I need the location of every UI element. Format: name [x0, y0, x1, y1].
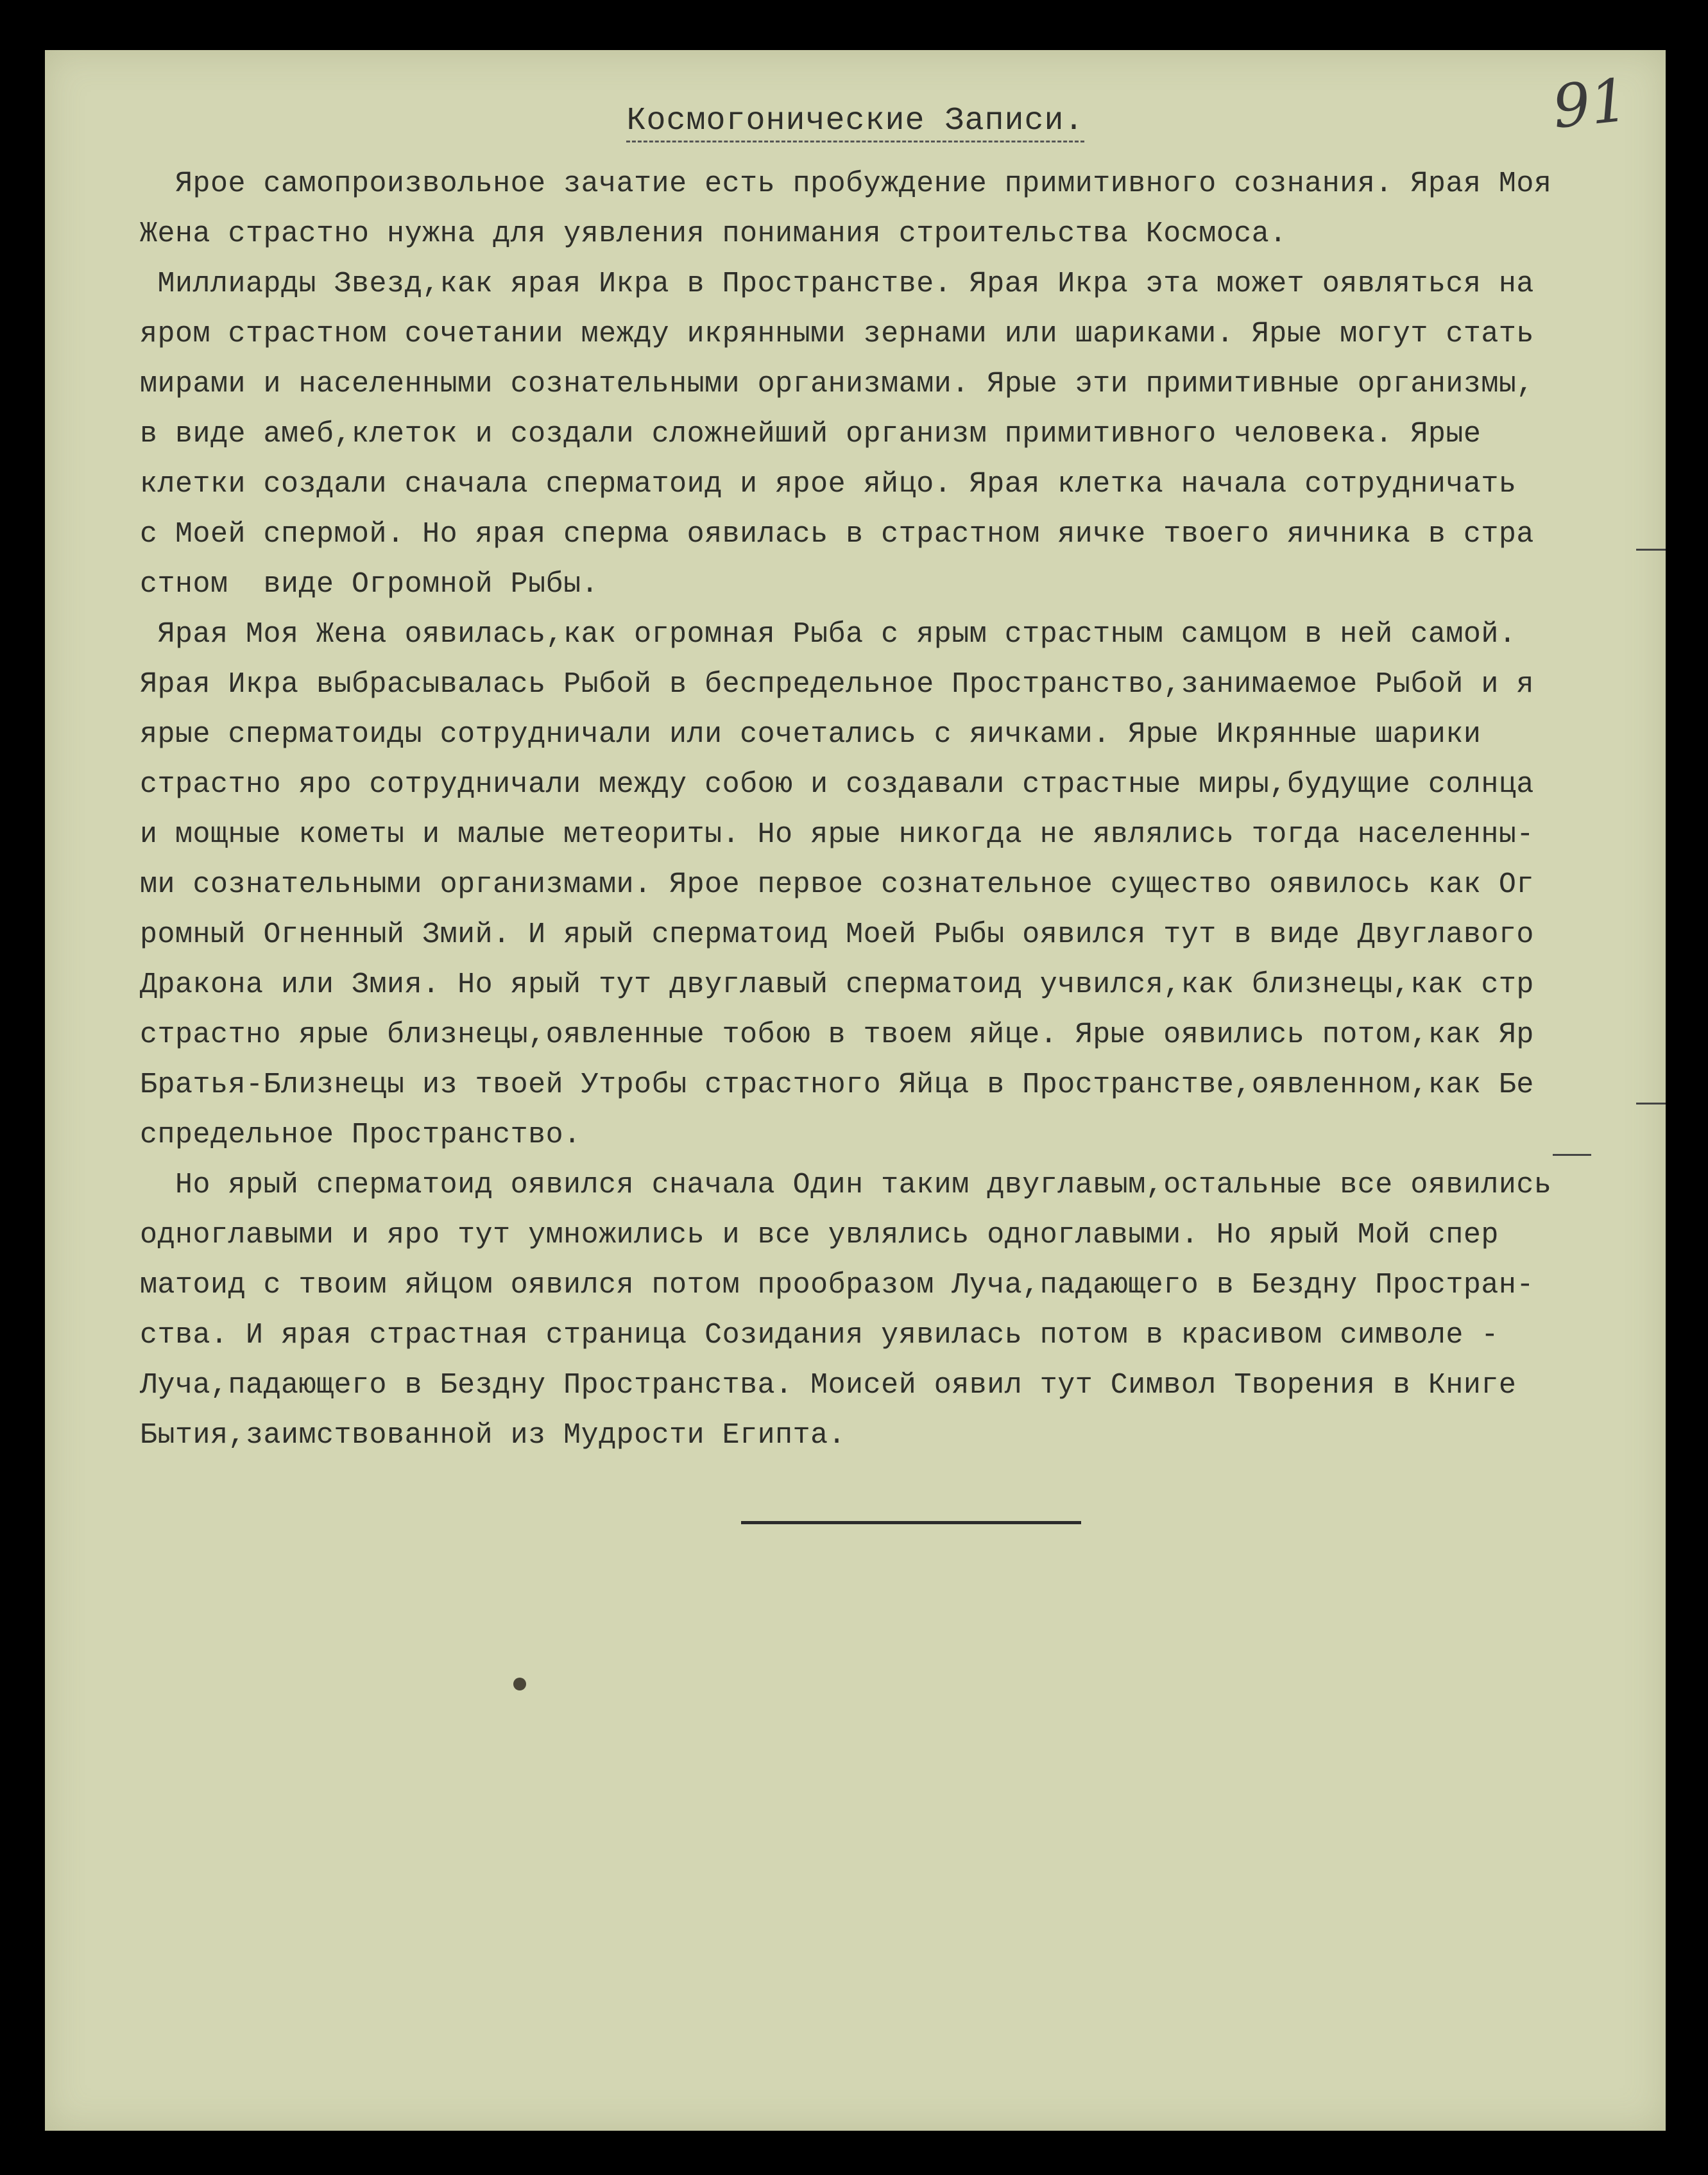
text-line: ярые сперматоиды сотрудничали или сочетались с яичками. Ярые Икрянные шарики [140, 718, 1482, 751]
text-line: Жена страстно нужна для уявления понимания строительства Космоса. [140, 218, 1287, 250]
text-line: Но ярый сперматоид оявился сначала Один таким двуглавым,остальные все оявились [140, 1169, 1552, 1201]
text-line: одноглавыми и яро тут умножились и все увлялись одноглавыми. Но ярый Мой спер [140, 1219, 1499, 1251]
ink-speck [513, 1678, 526, 1690]
margin-mark [1636, 549, 1666, 551]
text-line: Ярая Икра выбрасывалась Рыбой в беспредельное Пространство,занимаемое Рыбой и я [140, 668, 1534, 701]
document-page [45, 50, 1666, 2131]
text-line: стном виде Огромной Рыбы. [140, 568, 599, 601]
text-line: клетки создали сначала сперматоид и ярое яйцо. Ярая клетка начала сотрудничать [140, 468, 1517, 501]
text-line: матоид с твоим яйцом оявился потом прообразом Луча,падающего в Бездну Простран- [140, 1269, 1534, 1302]
margin-mark [1553, 1154, 1591, 1156]
text-line: ства. И ярая страстная страница Созидания уявилась потом в красивом символе - [140, 1319, 1499, 1352]
text-line: страстно яро сотрудничали между собою и создавали страстные миры,будущие солнца [140, 768, 1534, 801]
text-line: яром страстном сочетании между икрянными зернами или шариками. Ярые могут стать [140, 318, 1534, 350]
document-body [140, 159, 1680, 1461]
document-title [45, 103, 1666, 142]
text-line: Миллиарды Звезд,как ярая Икра в Пространстве. Ярая Икра эта может оявляться на [140, 268, 1534, 300]
text-line: Ярая Моя Жена оявилась,как огромная Рыба с ярым страстным самцом в ней самой. [140, 618, 1517, 651]
text-line: Ярое самопроизвольное зачатие есть пробуждение примитивного сознания. Ярая Моя [140, 168, 1552, 200]
text-line: в виде амеб,клеток и создали сложнейший организм примитивного человека. Ярые [140, 418, 1482, 451]
text-line: Луча,падающего в Бездну Пространства. Моисей оявил тут Символ Творения в Книге [140, 1369, 1517, 1402]
text-line: Дракона или Змия. Но ярый тут двуглавый сперматоид учвился,как близнецы,как стр [140, 968, 1534, 1001]
text-line: Братья-Близнецы из твоей Утробы страстного Яйца в Пространстве,оявленном,как Бе [140, 1069, 1534, 1101]
text-line: ромный Огненный Змий. И ярый сперматоид Моей Рыбы оявился тут в виде Двуглавого [140, 918, 1534, 951]
folio-number: 91 [1549, 65, 1632, 142]
text-line: и мощные кометы и малые метеориты. Но ярые никогда не являлись тогда населенны- [140, 818, 1534, 851]
closing-rule [741, 1521, 1081, 1524]
text-line: Бытия,заимствованной из Мудрости Египта. [140, 1419, 846, 1452]
text-line: мирами и населенными сознательными организмами. Ярые эти примитивные организмы, [140, 368, 1534, 400]
text-line: с Моей спермой. Но ярая сперма оявилась в страстном яичке твоего яичника в стра [140, 518, 1534, 551]
document-title-text: Космогонические Записи. [626, 103, 1084, 142]
text-line: ми сознательными организмами. Ярое первое сознательное существо оявилось как Ог [140, 868, 1534, 901]
text-line: спредельное Пространство. [140, 1119, 581, 1151]
text-line: страстно ярые близнецы,оявленные тобою в твоем яйце. Ярые оявились потом,как Яр [140, 1019, 1534, 1051]
margin-mark [1636, 1103, 1666, 1105]
